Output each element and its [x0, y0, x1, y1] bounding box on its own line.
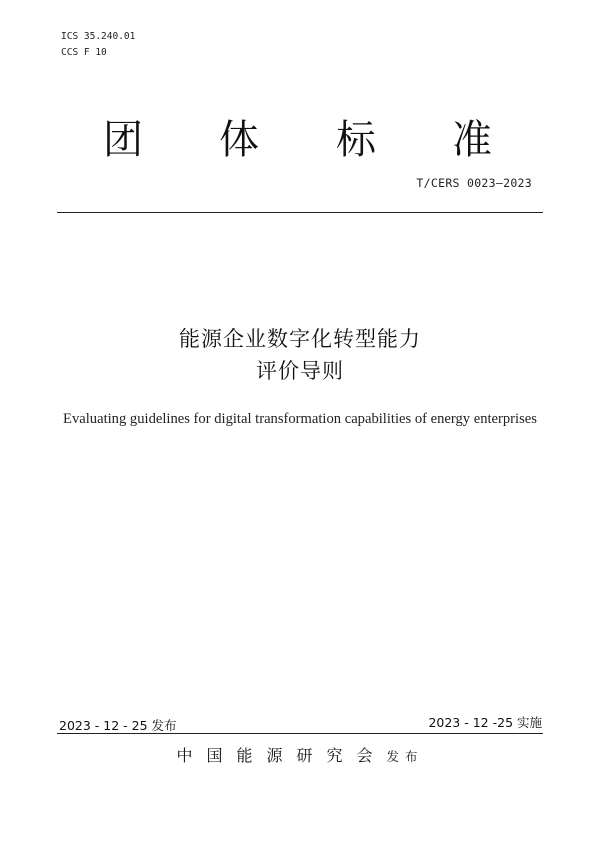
- standard-type-char: 体: [219, 117, 259, 163]
- publisher-line: [0, 743, 600, 766]
- implementation-date: 2023 - 12 -25 实施: [428, 715, 542, 730]
- footer-divider: [57, 733, 543, 734]
- issue-date: 2023 - 12 - 25 发布: [59, 718, 177, 733]
- standard-type-char: 标: [336, 117, 376, 163]
- standard-number: T/CERS 0023—2023: [416, 176, 532, 190]
- standard-type-char: 团: [103, 117, 143, 163]
- classification-codes: [61, 29, 135, 61]
- publisher-organization: 中国能源研究会: [176, 746, 387, 765]
- publisher-action: 发布: [386, 749, 424, 764]
- document-title-en: Evaluating guidelines for digital transformation capabilities of energy enterprises: [63, 411, 537, 427]
- standard-type-char: 准: [452, 117, 492, 163]
- ics-code: ICS 35.240.01: [61, 31, 136, 42]
- ccs-code: CCS F 10: [61, 47, 107, 58]
- title-zh-line-2: 评价导则: [256, 359, 344, 383]
- standard-type-heading: [0, 112, 600, 168]
- title-zh-line-1: 能源企业数字化转型能力: [179, 327, 421, 351]
- header-divider: [57, 212, 543, 213]
- document-title-zh: [0, 323, 600, 387]
